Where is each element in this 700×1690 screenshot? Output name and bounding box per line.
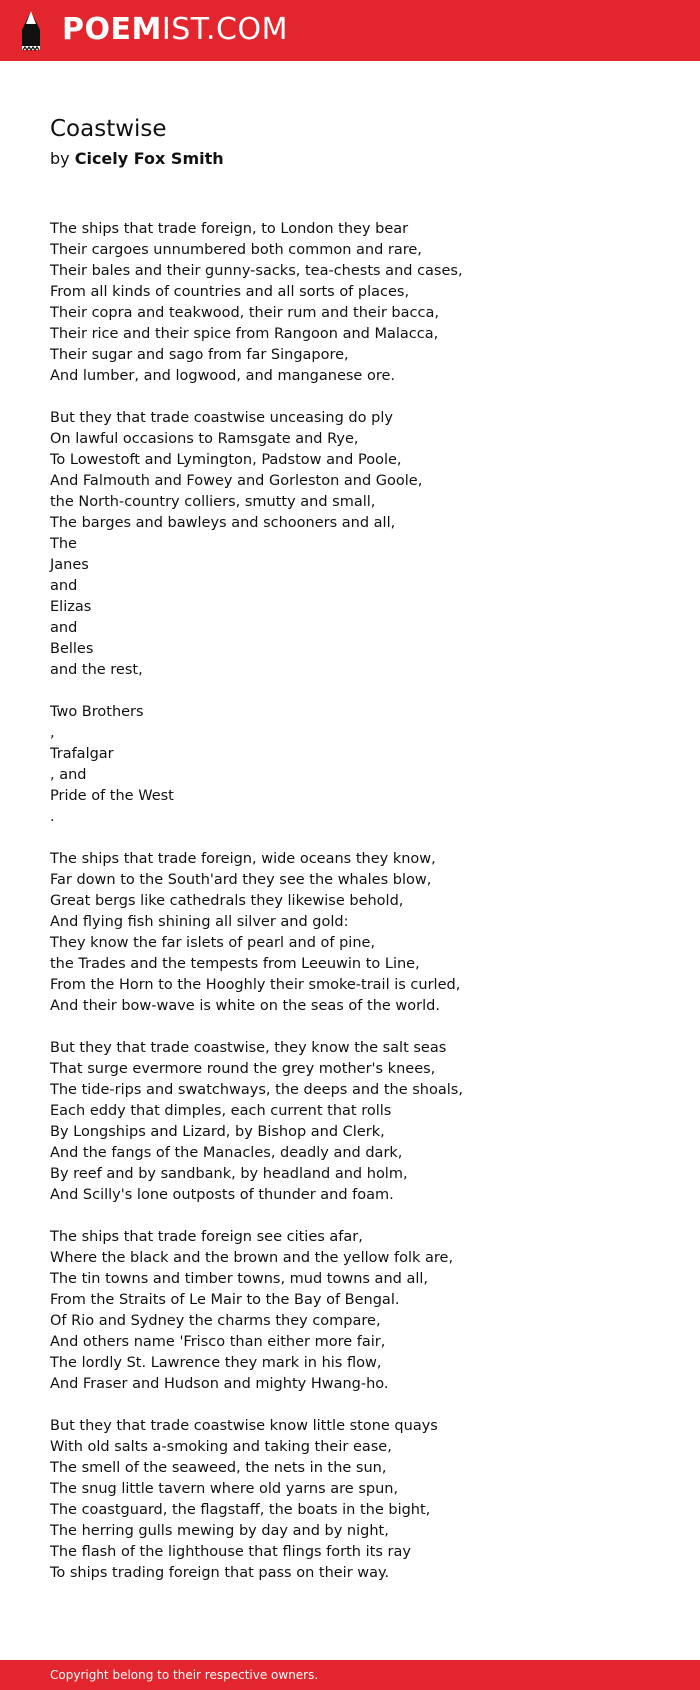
stanza <box>50 408 463 681</box>
poem-line: By reef and by sandbank, by headland and holm, <box>50 1166 408 1182</box>
stanza <box>50 219 463 387</box>
pen-nib-icon[interactable] <box>18 10 44 52</box>
poem-line: Where the black and the brown and the yellow folk are, <box>50 1250 454 1266</box>
poem-line: On lawful occasions to Ramsgate and Rye, <box>50 431 359 447</box>
poem-line: Pride of the West <box>50 788 174 804</box>
author-name[interactable]: Cicely Fox Smith <box>74 149 224 168</box>
poem-line: And flying fish shining all silver and gold: <box>50 914 349 930</box>
poem-line: From the Straits of Le Mair to the Bay of Bengal. <box>50 1292 400 1308</box>
poem-line: Far down to the South'ard they see the whales blow, <box>50 872 432 888</box>
poem-line: Of Rio and Sydney the charms they compare, <box>50 1313 381 1329</box>
poem-line: Their sugar and sago from far Singapore, <box>50 347 349 363</box>
brand-bold: POEM <box>62 12 162 47</box>
poem-line: The coastguard, the flagstaff, the boats in the bight, <box>50 1502 431 1518</box>
poem-line: That surge evermore round the grey mother's knees, <box>50 1061 436 1077</box>
poem-line: , and <box>50 767 87 783</box>
poem-line: The tide-rips and swatchways, the deeps and the shoals, <box>50 1082 463 1098</box>
poem-line: Their cargoes unnumbered both common and rare, <box>50 242 422 258</box>
poem-line: To Lowestoft and Lymington, Padstow and Poole, <box>50 452 402 468</box>
stanza-break <box>50 1395 463 1416</box>
site-footer <box>0 1660 700 1690</box>
poem-line: But they that trade coastwise unceasing do ply <box>50 410 393 426</box>
poem-line: Each eddy that dimples, each current that rolls <box>50 1103 392 1119</box>
poem-line: And lumber, and logwood, and manganese ore. <box>50 368 396 384</box>
poem-line: The flash of the lighthouse that flings forth its ray <box>50 1544 411 1560</box>
poem-line: Trafalgar <box>50 746 114 762</box>
copyright-text: Copyright belong to their respective owners. <box>50 1668 319 1682</box>
poem-line: And Fraser and Hudson and mighty Hwang-ho. <box>50 1376 389 1392</box>
by-label: by <box>50 149 70 168</box>
poem-line: The herring gulls mewing by day and by night, <box>50 1523 389 1539</box>
poem-line: The <box>50 536 77 552</box>
poem-line: and <box>50 620 78 636</box>
poem-line: The barges and bawleys and schooners and all, <box>50 515 396 531</box>
poem-line: The snug little tavern where old yarns are spun, <box>50 1481 399 1497</box>
poem-line: And the fangs of the Manacles, deadly and dark, <box>50 1145 403 1161</box>
stanza <box>50 1038 463 1206</box>
stanza <box>50 702 463 828</box>
stanza-break <box>50 1017 463 1038</box>
poem-line: The ships that trade foreign, to London they bear <box>50 221 409 237</box>
poem-line: And others name 'Frisco than either more fair, <box>50 1334 386 1350</box>
poem-line: The ships that trade foreign see cities afar, <box>50 1229 363 1245</box>
poem-line: And Falmouth and Fowey and Gorleston and Goole, <box>50 473 423 489</box>
poem-line: Janes <box>50 557 89 573</box>
poem-line: Belles <box>50 641 94 657</box>
poem-line: To ships trading foreign that pass on their way. <box>50 1565 390 1581</box>
poem-line: Their bales and their gunny-sacks, tea-chests and cases, <box>50 263 463 279</box>
brand-light: IST.COM <box>161 12 288 47</box>
poem-line: , <box>50 725 55 741</box>
stanza-break <box>50 681 463 702</box>
poem-line: Two Brothers <box>50 704 144 720</box>
poem-line: the Trades and the tempests from Leeuwin to Line, <box>50 956 420 972</box>
byline <box>50 148 224 170</box>
poem-line: The smell of the seaweed, the nets in the sun, <box>50 1460 387 1476</box>
stanza-break <box>50 828 463 849</box>
poem-line: But they that trade coastwise know little stone quays <box>50 1418 438 1434</box>
stanza-break <box>50 387 463 408</box>
poem-line: Their copra and teakwood, their rum and their bacca, <box>50 305 439 321</box>
poem-line: From all kinds of countries and all sorts of places, <box>50 284 410 300</box>
poem-line: The lordly St. Lawrence they mark in his flow, <box>50 1355 382 1371</box>
poem-line: the North-country colliers, smutty and small, <box>50 494 376 510</box>
poem-line: By Longships and Lizard, by Bishop and Clerk, <box>50 1124 385 1140</box>
stanza-break <box>50 1206 463 1227</box>
poem-line: The tin towns and timber towns, mud towns and all, <box>50 1271 428 1287</box>
stanza <box>50 849 463 1017</box>
poem-line: . <box>50 809 55 825</box>
poem-line: Elizas <box>50 599 92 615</box>
poem-line: From the Horn to the Hooghly their smoke-trail is curled, <box>50 977 461 993</box>
poem-line: They know the far islets of pearl and of pine, <box>50 935 376 951</box>
poem-title: Coastwise <box>50 116 167 142</box>
poem-line: The ships that trade foreign, wide oceans they know, <box>50 851 436 867</box>
poem-body <box>50 219 463 1584</box>
stanza <box>50 1227 463 1395</box>
site-logo-text[interactable] <box>62 13 288 47</box>
poem-line: and <box>50 578 78 594</box>
poem-line: And their bow-wave is white on the seas of the world. <box>50 998 440 1014</box>
poem-line: And Scilly's lone outposts of thunder and foam. <box>50 1187 394 1203</box>
site-header <box>0 0 700 61</box>
poem-line: and the rest, <box>50 662 143 678</box>
poem-line: Great bergs like cathedrals they likewise behold, <box>50 893 404 909</box>
poem-line: With old salts a-smoking and taking their ease, <box>50 1439 392 1455</box>
poem-line: But they that trade coastwise, they know the salt seas <box>50 1040 447 1056</box>
stanza <box>50 1416 463 1584</box>
poem-line: Their rice and their spice from Rangoon and Malacca, <box>50 326 439 342</box>
